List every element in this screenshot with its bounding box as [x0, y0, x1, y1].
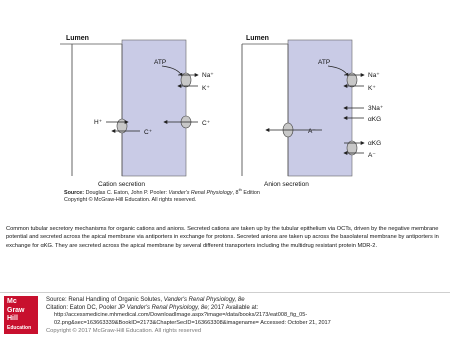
lumen-label: Lumen [66, 35, 89, 42]
source-prefix: Source: Renal Handling of Organic Solutes, [46, 297, 163, 303]
cation-secretion-panel [60, 35, 214, 188]
atp-label: ATP [318, 59, 331, 66]
citation-url-line1[interactable]: http://accessmedicine.mhmedical.com/DownloadImage.aspx?image=/data/books/2173/eat008_fig_05- [54, 312, 308, 318]
logo-line: Education [7, 324, 32, 331]
ion-label: αKG [368, 116, 382, 123]
panel-title: Anion secretion [264, 181, 309, 188]
ion-label: Na⁺ [368, 72, 380, 79]
logo-line: Graw [7, 306, 25, 314]
ion-label: C⁺ [202, 120, 211, 127]
figure-caption: Common tubular secretory mechanisms for organic cations and anions. Secreted cations are taken up by the tubular epithelium via OCTs, driven by the negative membrane potential and secreted across the apical membrane via antiporters in exchange for protons. Secreted anions are taken up across the basolateral membrane by antiporters in exchange for αKG. They are secreted across the apical membrane by several different transporters including the multidrug resistant protein MDR-2. [6, 226, 439, 249]
anion-secretion-panel [242, 35, 384, 188]
atp-label: ATP [154, 59, 167, 66]
citation-book: Vander's Renal Physiology, 8e; [125, 305, 210, 311]
figure-credit [64, 186, 394, 204]
panel-title: Cation secretion [98, 181, 145, 188]
credit-edition-tail: Edition [241, 189, 260, 196]
divider [0, 292, 450, 293]
ion-label: C⁺ [144, 129, 153, 136]
mcgraw-hill-logo [4, 296, 38, 334]
ion-label: Na⁺ [202, 72, 214, 79]
citation-tail: 2017 Available at: [209, 305, 259, 311]
ion-label: A⁻ [308, 128, 316, 135]
credit-edition: , 8 [232, 189, 239, 196]
copyright-text: Copyright © 2017 McGraw-Hill Education. All rights reserved [46, 328, 202, 335]
logo-line: Hill [7, 315, 18, 323]
lumen-label: Lumen [246, 35, 269, 42]
logo-line: Mc [7, 298, 17, 305]
citation-text: Citation: Eaton DC, Pooler JP [46, 305, 126, 311]
ion-label: αKG [368, 140, 382, 147]
source-citation [46, 296, 446, 336]
ion-label: K⁺ [368, 85, 376, 92]
ion-label: 3Na⁺ [368, 105, 384, 112]
ion-label: H⁺ [94, 119, 103, 126]
ion-label: K⁺ [202, 85, 210, 92]
credit-authors: Douglas C. Eaton, John P. Pooler: [85, 189, 167, 196]
citation-url-line2[interactable]: 02.png&sec=163663339&BookID=2173&ChapterSecID=163663308&imagename= Accessed: October 21, 2017 [54, 319, 331, 326]
credit-edition-sup: th [238, 187, 242, 192]
ion-label: A⁻ [368, 152, 376, 159]
source-book: Vander's Renal Physiology, 8e [162, 297, 245, 303]
credit-copyright: Copyright © McGraw-Hill Education. All rights reserved. [64, 197, 197, 203]
credit-label: Source: [64, 189, 85, 196]
credit-book: Vander's Renal Physiology [168, 189, 233, 196]
